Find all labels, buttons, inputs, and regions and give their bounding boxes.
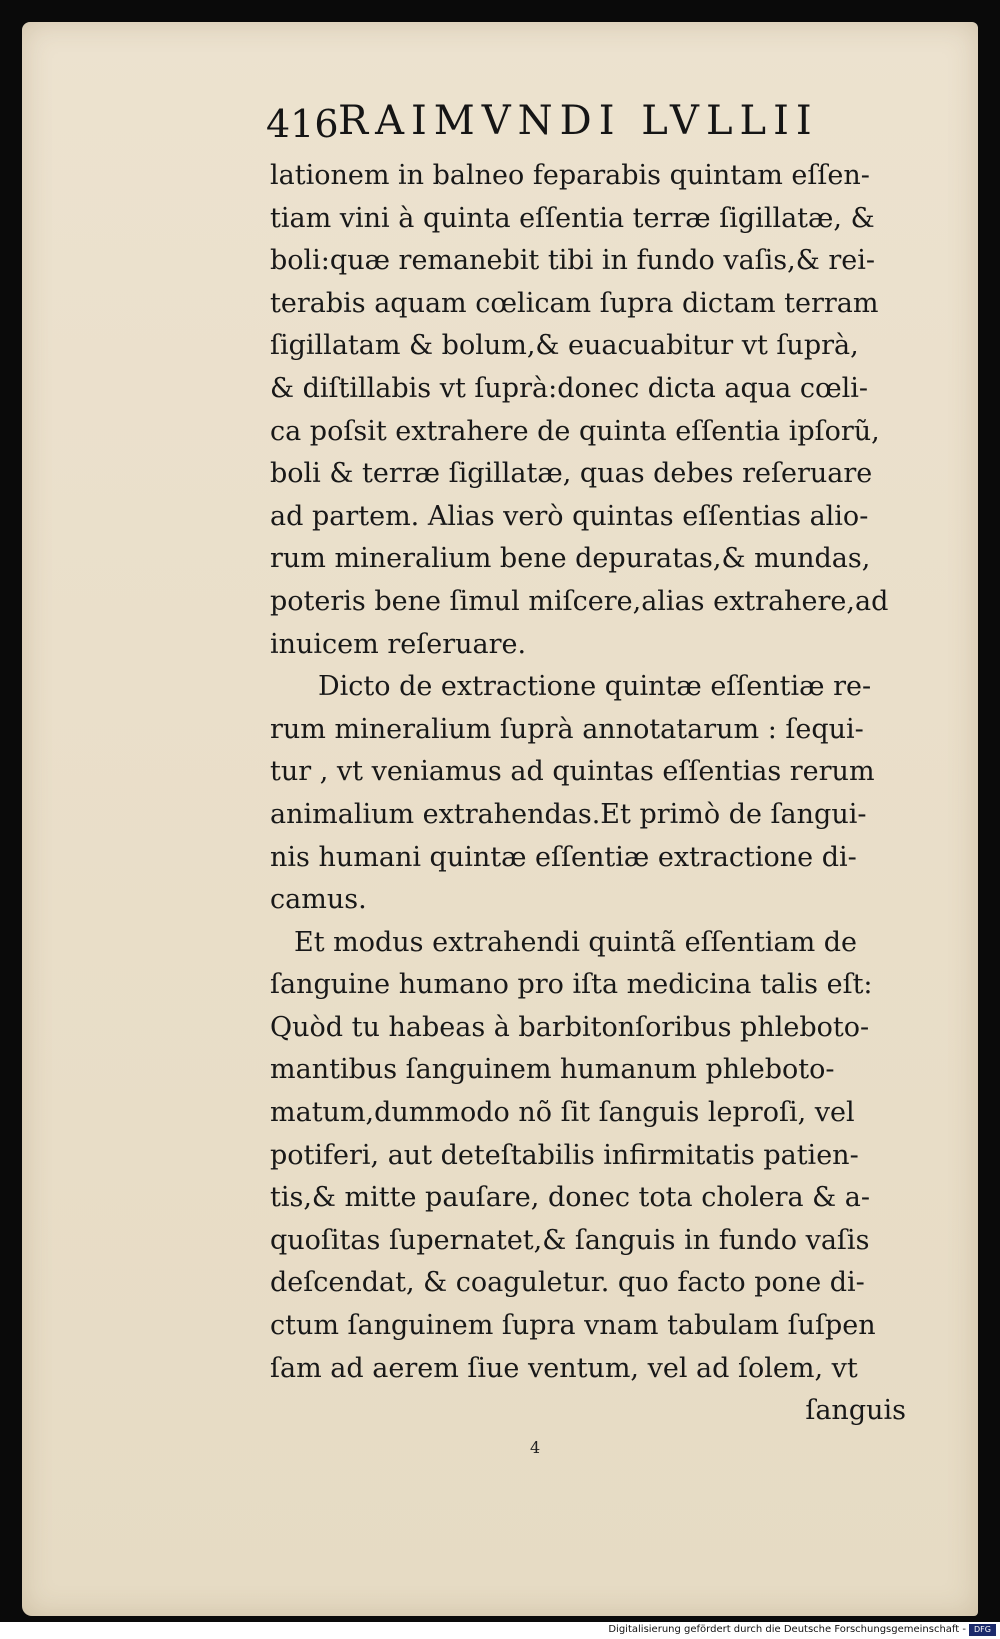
text-line: tiam vini à quinta eſſentia terræ ſigillatæ, & [270, 202, 875, 234]
catchword: ſanguis [805, 1395, 906, 1427]
page-header [266, 98, 866, 158]
text-line: rum mineralium ſuprà annotatarum : ſequi- [270, 713, 864, 745]
running-head: RAIMVNDI LVLLII [338, 98, 819, 144]
text-line: boli:quæ remanebit tibi in fundo vaſis,& rei- [270, 245, 876, 277]
text-line: rum mineralium bene depuratas,& mundas, [270, 543, 871, 575]
text-line: tis,& mitte pauſare, donec tota cholera & a- [270, 1182, 870, 1214]
text-line: matum,dummodo nõ ſit ſanguis leproſi, vel [270, 1097, 855, 1129]
text-line: ſigillatam & bolum,& euacuabitur vt ſuprà, [270, 330, 859, 362]
text-line: tur , vt veniamus ad quintas eſſentias rerum [270, 756, 875, 788]
dfg-logo: DFG [969, 1624, 996, 1636]
text-line: inuicem reſeruare. [270, 628, 527, 660]
text-line: terabis aquam cœlicam ſupra dictam terram [270, 287, 879, 319]
text-line: deſcendat, & coaguletur. quo facto pone di- [270, 1267, 865, 1299]
text-line: lationem in balneo feparabis quintam eſſen- [270, 160, 870, 191]
paragraph-start-line: Dicto de extractione quintæ eſſentiæ re- [318, 671, 872, 703]
text-line: quoſitas ſupernatet,& ſanguis in fundo vaſis [270, 1224, 870, 1256]
text-line: & diſtillabis vt ſuprà:donec dicta aqua cœli- [270, 372, 869, 404]
body-text [270, 155, 906, 1433]
text-line: mantibus ſanguinem humanum phleboto- [270, 1054, 835, 1086]
text-line: animalium extrahendas.Et primò de ſangui- [270, 798, 867, 830]
text-line: boli & terræ ſigillatæ, quas debes reſeruare [270, 458, 873, 490]
text-line: ca poſsit extrahere de quinta eſſentia ipſorũ, [270, 415, 880, 447]
text-line: Quòd tu habeas à barbitonſoribus phleboto- [270, 1011, 870, 1043]
text-line: ad partem. Alias verò quintas eſſentias alio- [270, 500, 869, 532]
signature-mark: 4 [530, 1438, 541, 1457]
text-line: potiferi, aut deteſtabilis infirmitatis patien- [270, 1139, 859, 1171]
text-line: ctum ſanguinem ſupra vnam tabulam ſuſpen [270, 1310, 876, 1342]
paragraph-start-line: Et modus extrahendi quintã eſſentiam de [294, 926, 858, 958]
text-line: ſam ad aerem ſiue ventum, vel ad ſolem, vt [270, 1352, 858, 1384]
text-line: nis humani quintæ eſſentiæ extractione di- [270, 841, 857, 873]
text-line: poteris bene ſimul miſcere,alias extrahere,ad [270, 585, 889, 617]
text-line: camus. [270, 884, 367, 916]
page-number: 416 [266, 102, 339, 146]
footer-credit: Digitalisierung gefördert durch die Deutsche Forschungsgemeinschaft - [608, 1624, 966, 1635]
text-line: ſanguine humano pro iſta medicina talis eſt: [270, 969, 873, 1001]
